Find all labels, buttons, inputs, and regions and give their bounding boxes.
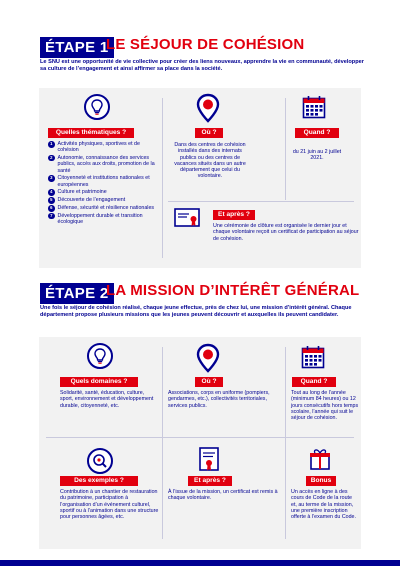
calendar-icon xyxy=(302,95,326,119)
bonus-badge: Bonus xyxy=(306,476,336,486)
list-item: 3 Citoyenneté et institutions nationales et européennes xyxy=(48,175,156,188)
ou-text: Dans des centres de cohésion installés dans des internats publics ou des centres de vacances situés dans un autre département que celui du volontaire. xyxy=(174,142,246,180)
location-pin-icon xyxy=(195,93,221,123)
list-item: 6 Défense, sécurité et résilience nationales xyxy=(48,205,156,212)
location-pin-icon xyxy=(195,343,221,373)
domaines-badge: Quels domaines ? xyxy=(60,377,138,387)
quand-badge: Quand ? xyxy=(295,128,339,138)
ou2-text: Associations, corps en uniforme (pompiers, gendarmes, etc.), collectivités territoriales, services publics. xyxy=(168,390,270,409)
etape1-tag: ÉTAPE 1 xyxy=(40,37,114,58)
lightbulb-icon xyxy=(84,94,110,120)
calendar-icon xyxy=(301,345,325,369)
bonus-text: Un accès en ligne à des cours de Code de la route et, au terme de la mission, une première inscription offerte à l’examen du Code. xyxy=(291,489,356,521)
gift-icon xyxy=(309,447,331,471)
quand-text: du 21 juin au 2 juillet 2021. xyxy=(292,149,342,162)
etape2-tag: ÉTAPE 2 xyxy=(40,283,114,304)
exemples-badge: Des exemples ? xyxy=(60,476,138,486)
etape2-intro: Une fois le séjour de cohésion réalisé, chaque jeune effectue, près de chez lui, une mission d’intérêt général. Chaque département propose plusieurs missions que les jeunes peuvent découvrir et auxquelles ils peuvent candidater. xyxy=(40,305,352,319)
list-item: 7 Développement durable et transition écologique xyxy=(48,213,156,226)
domaines-text: Solidarité, santé, éducation, culture, sport, environnement et développement durable, citoyenneté, etc. xyxy=(60,390,154,409)
list-item: 1 Activités physiques, sportives et de cohésion xyxy=(48,141,156,154)
magnifier-icon xyxy=(87,448,113,474)
etape1-title: LE SÉJOUR DE COHÉSION xyxy=(106,36,305,53)
divider xyxy=(285,98,286,200)
apres-badge: Et après ? xyxy=(213,210,255,220)
apres-text: Une cérémonie de clôture est organisée le dernier jour et chaque volontaire reçoit un certificat de participation au séjour de cohésion. xyxy=(213,223,359,242)
etape1-intro: Le SNU est une opportunité de vie collective pour créer des liens nouveaux, apprendre la vie en communauté, développer sa culture de l’engagement et ainsi affirmer sa place dans la société. xyxy=(40,59,364,73)
list-item: 5 Découverte de l’engagement xyxy=(48,197,156,204)
quand2-text: Tout au long de l’année (minimum 84 heures) ou 12 jours consécutifs hors temps scolaire, l’année qui suit le séjour de cohésion. xyxy=(291,390,359,422)
divider xyxy=(285,347,286,539)
apres2-badge: Et après ? xyxy=(188,476,232,486)
lightbulb-icon xyxy=(87,343,113,369)
divider xyxy=(168,201,354,202)
list-item: 2 Autonomie, connaissance des services publics, accès aux droits, promotion de la santé xyxy=(48,155,156,174)
list-item: 4 Culture et patrimoine xyxy=(48,189,156,196)
ou2-badge: Où ? xyxy=(195,377,223,387)
thematiques-badge: Quelles thématiques ? xyxy=(48,128,134,138)
quand2-badge: Quand ? xyxy=(292,377,336,387)
thematiques-list xyxy=(48,141,156,227)
exemples-text: Contribution à un chantier de restauration du patrimoine, participation à l’organisation d’un événement culturel, sportif ou à l’animation dans une structure pour personnes âgées, etc. xyxy=(60,489,159,521)
apres2-text: À l’issue de la mission, un certificat est remis à chaque volontaire. xyxy=(168,489,278,502)
ou-badge: Où ? xyxy=(195,128,223,138)
footer-bar xyxy=(0,560,400,566)
divider xyxy=(162,98,163,258)
divider xyxy=(162,347,163,539)
certificate-icon xyxy=(199,447,219,473)
certificate-icon xyxy=(174,208,200,228)
etape2-title: LA MISSION D’INTÉRÊT GÉNÉRAL xyxy=(106,282,360,299)
divider xyxy=(46,437,354,438)
